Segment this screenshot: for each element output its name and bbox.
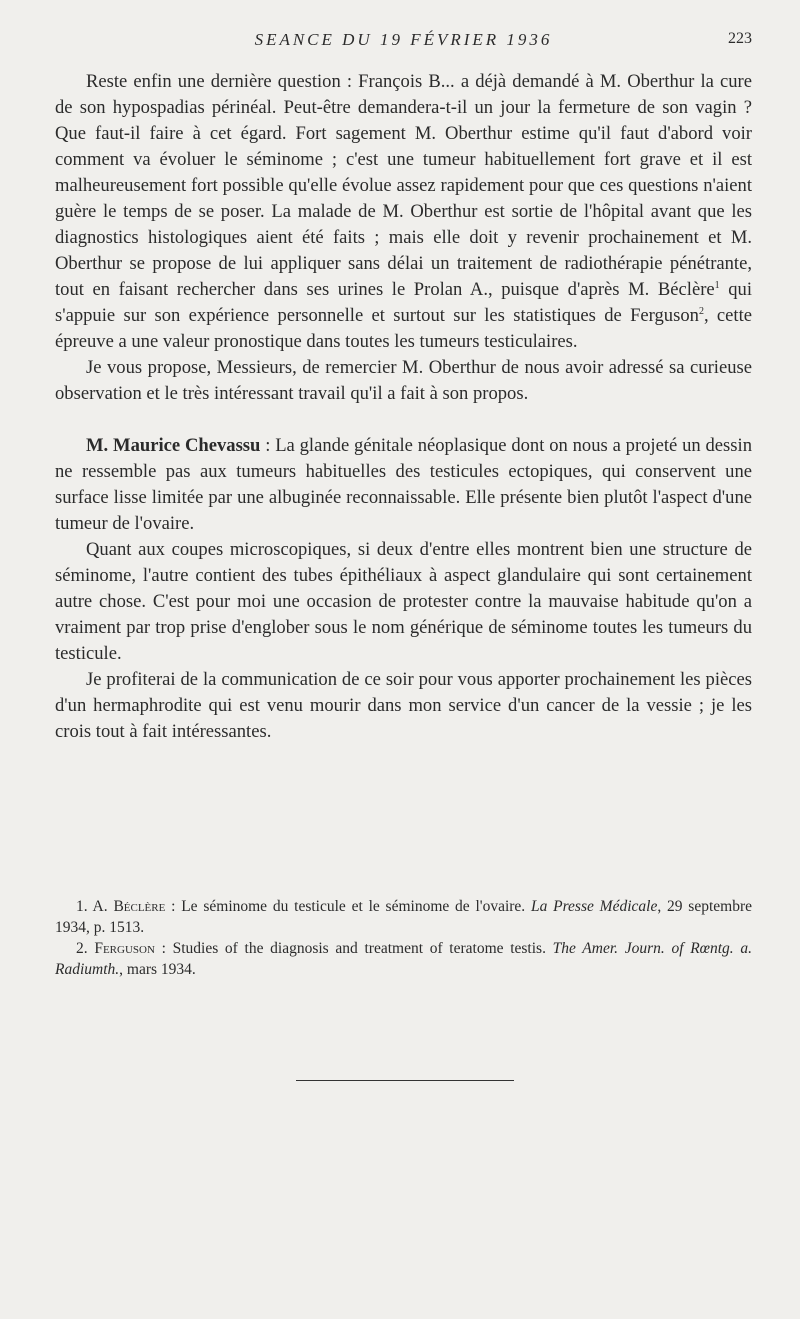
page-number: 223 bbox=[728, 30, 752, 47]
body-text bbox=[55, 69, 752, 745]
paragraph-1-text: Reste enfin une dernière question : François B... a déjà demandé à M. Oberthur la cure de son hypospadias périnéal. Peut-être demandera-t-il un jour la fermeture de son vagin ? Que faut-il faire à cet égard. Fort sagement M. Oberthur estime qu'il faut d'abord voir comment va évoluer le séminome ; c'est une tumeur habituellement fort grave et il est malheureusement fort possible qu'elle évolue assez rapidement pour que ces questions n'aient guère le temps de se poser. La malade de M. Oberthur est sortie de l'hôpital avant que les diagnostics histologiques aient été faits ; mais elle doit y revenir prochainement et M. Oberthur se propose de lui appliquer sans délai un traitement de radiothérapie pénétrante, tout en faisant rechercher dans ses urines le Prolan A., puisque d'après M. Béclère bbox=[55, 71, 752, 300]
paragraph-1-text-mid: qui s'appuie sur son expérience personnelle et surtout sur les statistiques de Ferguson bbox=[55, 279, 752, 326]
running-head: SEANCE DU 19 FÉVRIER 1936 bbox=[254, 30, 553, 49]
paragraph-1-text-end: , cette épreuve a une valeur pronostique dans toutes les tumeurs testiculaires. bbox=[55, 305, 753, 352]
footnote-2-text: : Studies of the diagnosis and treatment of teratome testis. bbox=[154, 940, 553, 957]
speaker-name: M. Maurice Chevassu bbox=[86, 435, 261, 456]
footnote-2-author: Ferguson bbox=[94, 940, 155, 957]
footnote-2-journal: The Amer. Journ. of Rœntg. a. Radiumth. bbox=[55, 940, 753, 978]
footnote-2-end: , mars 1934. bbox=[119, 961, 196, 978]
footnote-2 bbox=[55, 938, 752, 980]
footnote-1-number: 1. A. bbox=[76, 898, 108, 915]
paragraph-3-text: : La glande génitale néoplasique dont on nous a projeté un dessin ne ressemble pas aux tumeurs habituelles des testicules ectopiques, qui conservent une surface lisse limitée par une albuginée reconnaissable. Elle présente bien plutôt l'aspect d'une tumeur de l'ovaire. bbox=[55, 435, 752, 534]
footnote-1-end: , 29 septembre 1934, p. 1513. bbox=[55, 898, 752, 936]
footnote-2-number: 2. bbox=[76, 940, 88, 957]
footnote-1 bbox=[55, 896, 752, 938]
footnotes bbox=[55, 896, 752, 980]
footnote-1-journal: La Presse Médicale bbox=[530, 898, 658, 915]
footnote-1-author: Béclère bbox=[113, 898, 166, 915]
footnote-ref-1: 1 bbox=[714, 280, 720, 291]
paragraph-2: Je vous propose, Messieurs, de remercier M. Oberthur de nous avoir adressé sa curieuse observation et le très intéressant travail qu'il a fait à son propos. bbox=[55, 357, 752, 404]
paragraph-1 bbox=[55, 69, 752, 355]
page-header bbox=[55, 30, 752, 54]
paragraph-5: Je profiterai de la communication de ce soir pour vous apporter prochainement les pièces d'un hermaphrodite qui est venu mourir dans mon service d'un cancer de la vessie ; je les crois tout à fait intéressantes. bbox=[55, 669, 752, 742]
paragraph-3 bbox=[55, 433, 752, 537]
footnote-1-text: : Le séminome du testicule et le séminome de l'ovaire. bbox=[165, 898, 531, 915]
end-rule bbox=[296, 1080, 514, 1081]
footnote-ref-2: 2 bbox=[698, 306, 704, 317]
paragraph-4: Quant aux coupes microscopiques, si deux d'entre elles montrent bien une structure de séminome, l'autre contient des tubes épithéliaux à aspect glandulaire qui sont certainement autre chose. C'est pour moi une occasion de protester contre la mauvaise habitude qu'on a vraiment par trop prise d'englober sous le nom générique de séminome toutes les tumeurs du testicule. bbox=[55, 539, 752, 664]
